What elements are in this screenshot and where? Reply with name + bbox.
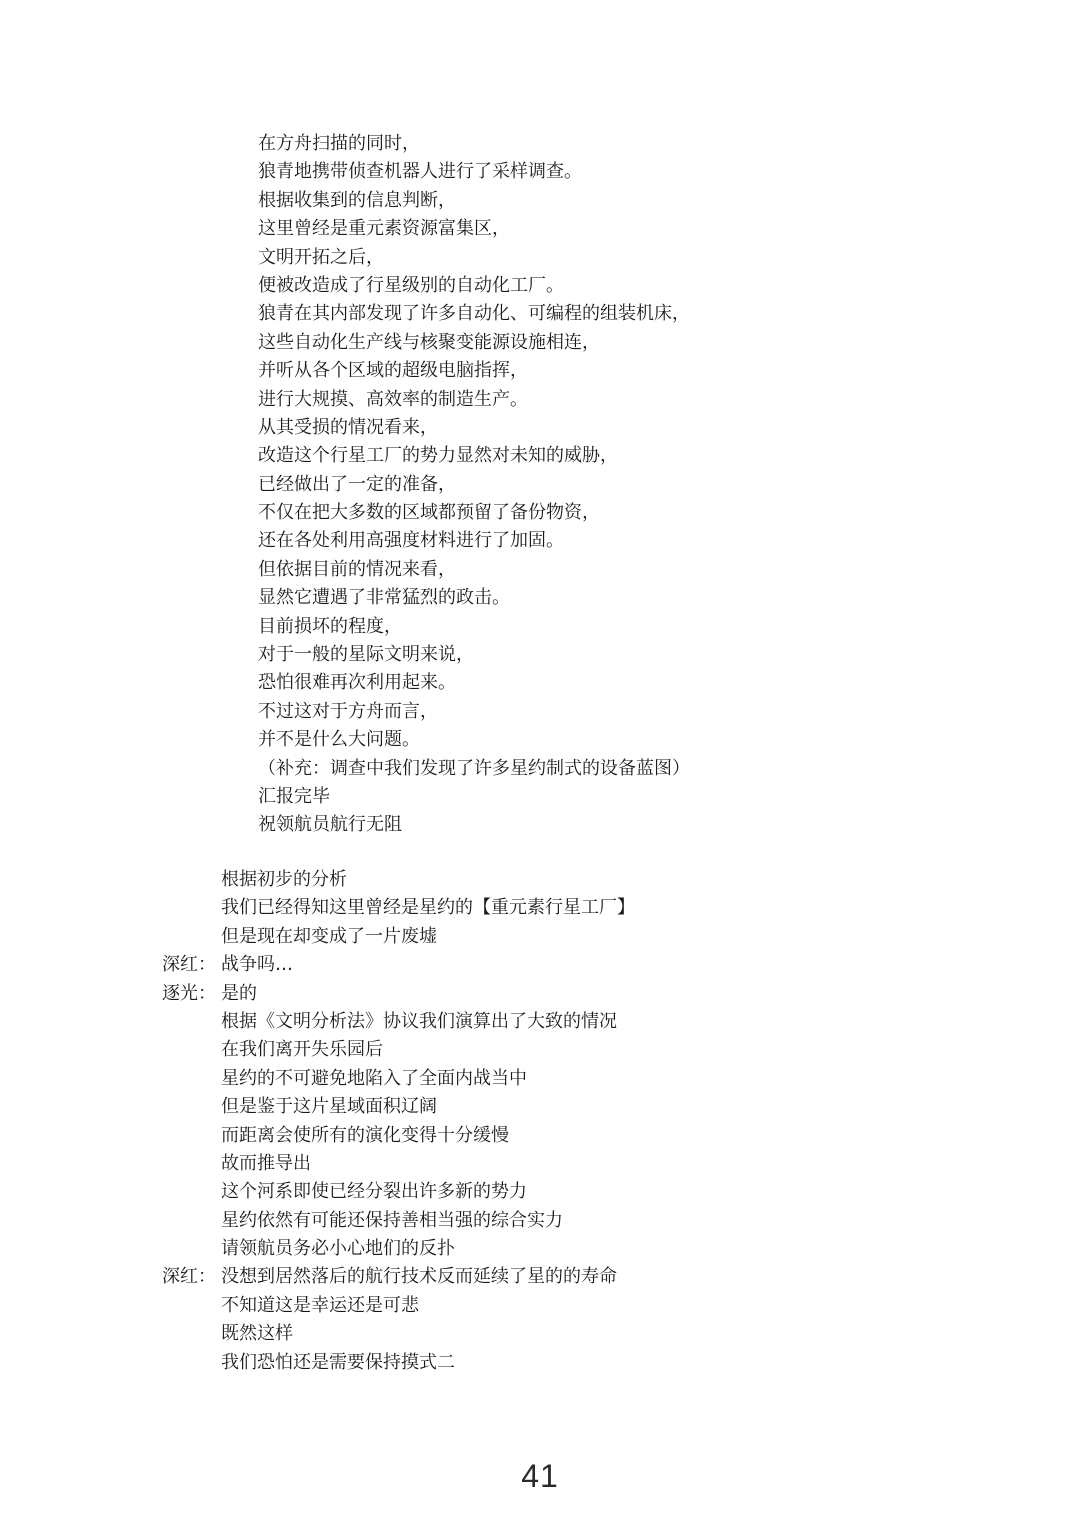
dialogue-text: 故而推导出 <box>221 1152 311 1174</box>
dialogue-text: 星约的不可避免地陷入了全面内战当中 <box>221 1067 527 1089</box>
report-line: 便被改造成了行星级别的自动化工厂。 <box>258 274 564 296</box>
dialogue-text: 我们恐怕还是需要保持摸式二 <box>221 1351 455 1373</box>
speaker-label <box>162 1207 221 1235</box>
dialogue-text: 但是现在却变成了一片废墟 <box>221 925 437 947</box>
speaker-label <box>162 1036 221 1064</box>
dialogue-text: 请领航员务必小心地们的反扑 <box>221 1238 455 1260</box>
dialogue-text: 这个河系即使已经分裂出许多新的势力 <box>221 1181 527 1203</box>
report-line: 根据收集到的信息判断， <box>258 189 456 211</box>
dialogue-text: 在我们离开失乐园后 <box>221 1039 383 1061</box>
report-line: 还在各处利用高强度材料进行了加固。 <box>258 530 564 552</box>
speaker-label <box>162 1008 221 1036</box>
report-line: 对于一般的星际文明来说， <box>258 644 474 666</box>
report-line: 狼青地携带侦查机器人进行了采样调查。 <box>258 161 582 183</box>
dialogue-row <box>162 894 1042 922</box>
speaker-label <box>162 1235 221 1263</box>
speaker-label <box>162 894 221 922</box>
dialogue-text: 战争吗… <box>221 954 293 976</box>
dialogue-row <box>162 1235 1042 1263</box>
dialogue-text: 但是鉴于这片星域面积辽阔 <box>221 1096 437 1118</box>
report-paragraph <box>258 130 1038 840</box>
report-line: 并不是什么大问题。 <box>258 729 420 751</box>
speaker-label <box>162 1065 221 1093</box>
report-line: 显然它遭遇了非常猛烈的政击。 <box>258 587 510 609</box>
dialogue-row <box>162 866 1042 894</box>
speaker-label <box>162 866 221 894</box>
dialogue-row <box>162 1207 1042 1235</box>
dialogue-text: 是的 <box>221 982 257 1004</box>
dialogue-row <box>162 1349 1042 1377</box>
dialogue-row <box>162 1093 1042 1121</box>
speaker-label <box>162 1178 221 1206</box>
dialogue-row <box>162 980 1042 1008</box>
dialogue-text: 不知道这是幸运还是可悲 <box>221 1294 419 1316</box>
dialogue-row <box>162 951 1042 979</box>
dialogue-row <box>162 1122 1042 1150</box>
dialogue-text: 而距离会使所有的演化变得十分缓慢 <box>221 1124 509 1146</box>
dialogue-text: 根据《文明分析法》协议我们演算出了大致的情况 <box>221 1010 617 1032</box>
dialogue-row <box>162 1065 1042 1093</box>
speaker-label: 深红： <box>162 954 216 976</box>
speaker-label <box>162 1122 221 1150</box>
dialogue-row <box>162 1150 1042 1178</box>
dialogue-row <box>162 1320 1042 1348</box>
report-line: 目前损坏的程度， <box>258 615 402 637</box>
dialogue-row <box>162 1178 1042 1206</box>
report-line: 汇报完毕 <box>258 785 330 807</box>
page-number: 41 <box>521 1458 559 1494</box>
dialogue-text: 我们已经得知这里曾经是星约的【重元素行星工厂】 <box>221 897 635 919</box>
report-line: 不过这对于方舟而言， <box>258 700 438 722</box>
dialogue-row <box>162 1008 1042 1036</box>
report-line: 不仅在把大多数的区域都预留了备份物资， <box>258 502 600 524</box>
speaker-label <box>162 1320 221 1348</box>
report-line: 但依据目前的情况来看， <box>258 558 456 580</box>
dialogue-text: 没想到居然落后的航行技术反而延续了星的的寿命 <box>221 1266 617 1288</box>
speaker-label <box>162 1349 221 1377</box>
speaker-label <box>162 923 221 951</box>
report-line: 文明开拓之后， <box>258 246 384 268</box>
speaker-label: 逐光： <box>162 982 216 1004</box>
dialogue-row <box>162 1263 1042 1291</box>
speaker-label <box>162 1093 221 1121</box>
report-line: 已经做出了一定的准备， <box>258 473 456 495</box>
report-line: 并听从各个区域的超级电脑指挥， <box>258 360 528 382</box>
dialogue-text: 根据初步的分析 <box>221 869 347 890</box>
speaker-label <box>162 1150 221 1178</box>
report-line: 这里曾经是重元素资源富集区， <box>258 218 510 240</box>
report-line: 恐怕很难再次利用起来。 <box>258 672 456 694</box>
report-line: 祝领航员航行无阻 <box>258 814 402 836</box>
report-line: （补充：调查中我们发现了许多星约制式的设备蓝图） <box>258 757 690 779</box>
dialogue-row <box>162 1036 1042 1064</box>
report-line: 进行大规摸、高效率的制造生产。 <box>258 388 528 410</box>
dialogue-block <box>162 866 1042 1377</box>
speaker-label <box>162 1292 221 1320</box>
report-line: 狼青在其内部发现了许多自动化、可编程的组装机床， <box>258 303 690 325</box>
report-line: 从其受损的情况看来， <box>258 416 438 438</box>
speaker-label: 深红： <box>162 1266 216 1288</box>
report-line: 改造这个行星工厂的势力显然对未知的威胁， <box>258 445 618 467</box>
dialogue-row <box>162 1292 1042 1320</box>
report-line: 这些自动化生产线与核聚变能源设施相连， <box>258 331 600 353</box>
dialogue-text: 既然这样 <box>221 1323 293 1345</box>
report-line: 在方舟扫描的同时， <box>258 133 420 154</box>
dialogue-row <box>162 923 1042 951</box>
dialogue-text: 星约依然有可能还保持善相当强的综合实力 <box>221 1209 563 1231</box>
